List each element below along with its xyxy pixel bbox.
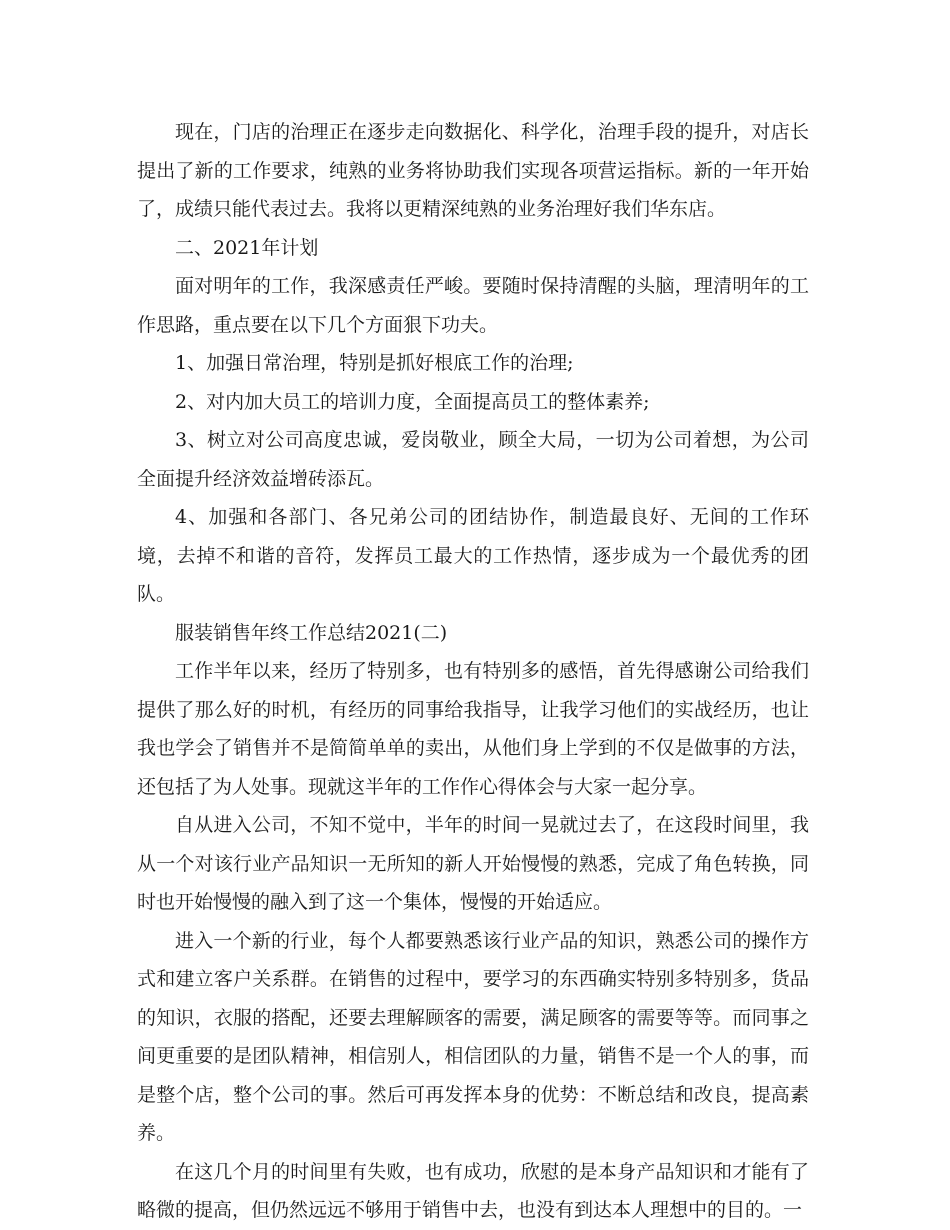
paragraph-half-year-work: 工作半年以来，经历了特别多，也有特别多的感悟，首先得感谢公司给我们提供了那么好的时机，有经历的同事给我指导，让我学习他们的实战经历，也让我也学会了销售并不是简简单单的卖出，从他们身上学到的不仅是做事的方法，还包括了为人处事。现就这半年的工作作心得体会与大家一起分享。 — [137, 660, 809, 798]
paragraph-joining-company: 自从进入公司，不知不觉中，半年的时间一晃就过去了，在这段时间里，我从一个对该行业产品知识一无所知的新人开始慢慢的熟悉，完成了角色转换，同时也开始慢慢的融入到了这一个集体，慢慢的开始适应。 — [137, 814, 809, 913]
paragraph-next-year-work: 面对明年的工作，我深感责任严峻。要随时保持清醒的头脑，理清明年的工作思路，重点要在以下几个方面狠下功夫。 — [137, 275, 809, 336]
paragraph-store-management: 现在，门店的治理正在逐步走向数据化、科学化，治理手段的提升，对店长提出了新的工作要求，纯熟的业务将协助我们实现各项营运指标。新的一年开始了，成绩只能代表过去。我将以更精深纯熟的业务治理好我们华东店。 — [137, 121, 809, 220]
plan-item-1: 1、加强日常治理，特别是抓好根底工作的治理; — [175, 352, 574, 374]
section-heading-2021-plan: 二、2021年计划 — [175, 236, 319, 259]
plan-item-4: 4、加强和各部门、各兄弟公司的团结协作，制造最良好、无间的工作环境，去掉不和谐的音符，发挥员工最大的工作热情，逐步成为一个最优秀的团队。 — [137, 506, 809, 605]
plan-item-3: 3、树立对公司高度忠诚，爱岗敬业，顾全大局，一切为公司着想，为公司全面提升经济效益增砖添瓦。 — [137, 429, 809, 490]
paragraph-new-industry: 进入一个新的行业，每个人都要熟悉该行业产品的知识，熟悉公司的操作方式和建立客户关系群。在销售的过程中，要学习的东西确实特别多特别多，货品的知识，衣服的搭配，还要去理解顾客的需要，满足顾客的需要等等。而同事之间更重要的是团队精神，相信别人，相信团队的力量，销售不是一个人的事，而是整个店，整个公司的事。然后可再发挥本身的优势：不断总结和改良，提高素养。 — [137, 929, 809, 1144]
plan-item-2: 2、对内加大员工的培训力度，全面提高员工的整体素养; — [175, 390, 650, 413]
paragraph-success-failure: 在这几个月的时间里有失败，也有成功，欣慰的是本身产品知识和才能有了略微的提高，但仍然远远不够用于销售中去，也没有到达本人理想中的目的。一 — [137, 1160, 809, 1221]
document-body — [137, 113, 809, 1230]
section-heading-summary-2: 服装销售年终工作总结2021(二) — [175, 621, 448, 644]
